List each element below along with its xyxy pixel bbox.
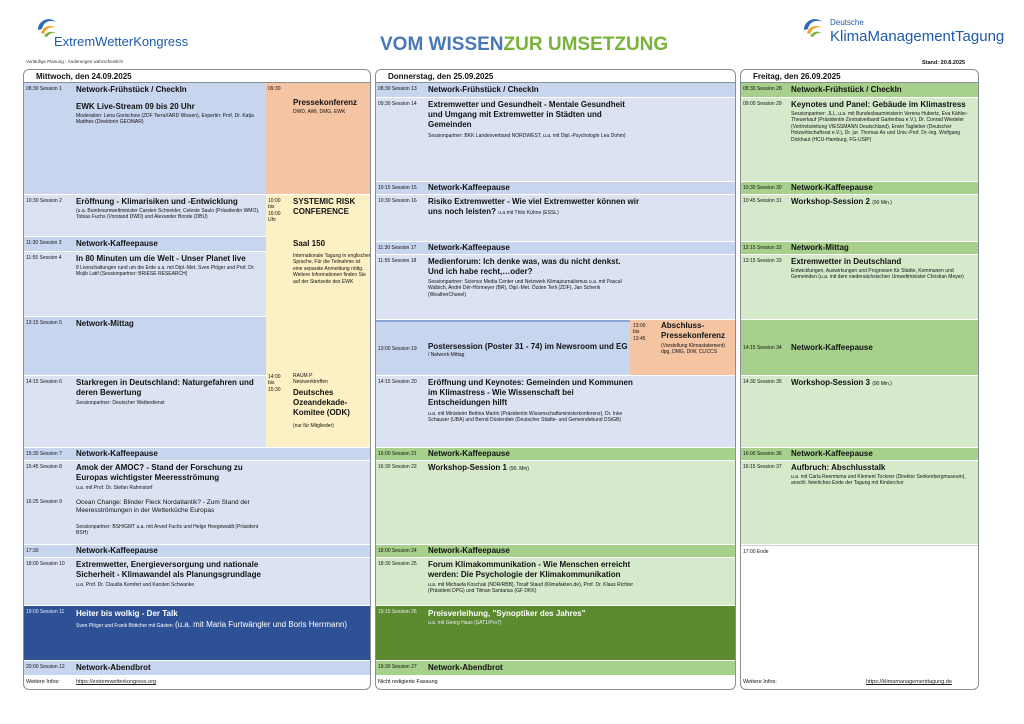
session-block — [376, 98, 736, 182]
session-subtitle: 8 Liveschaltungen rund um die Erde u.a. mit Dipl.-Met. Sven Plöger und Prof. Dr. Mojib Latif (Sessionpartner: BRIESE RESEARCH) — [76, 265, 255, 278]
session-block — [741, 242, 979, 255]
footer-label: Weitere Infos: — [743, 679, 777, 685]
session-time: 11:55 Session 4 — [26, 255, 62, 261]
session-title: Risiko Extremwetter - Wie viel Extremwetter können wir uns noch leisten? u.a mit Thilo Kühne (ESSL) — [428, 197, 640, 216]
session-title: Network-Mittag — [791, 243, 849, 252]
session-time: 13:00 Session 19 — [378, 346, 417, 352]
session-title: Amok der AMOC? - Stand der Forschung zu Europas wichtigster Meeresströmung — [76, 463, 243, 482]
session-title: Network-Kaffeepause — [428, 243, 510, 252]
footer-link[interactable]: https://extremwetterkongress.org — [76, 679, 157, 685]
session-time: 15:45 Session 8 — [26, 464, 62, 470]
session-subtitle: Sessionpartner: Deutscher Wetterdienst — [76, 400, 165, 406]
right-logo-top-text: Deutsche — [830, 18, 864, 27]
session-title: Network-Frühstück / CheckIn — [428, 85, 539, 94]
session-title: Medienforum: Ich denke was, was du nicht denkst. Und ich habe recht,…oder? — [428, 257, 621, 276]
session-block — [24, 252, 266, 317]
session-time: 10:30 Session 2 — [26, 198, 62, 204]
session-block — [741, 255, 979, 320]
session-title: Workshop-Session 1 (90. Min) — [428, 463, 529, 472]
session-block — [741, 195, 979, 242]
session-time: 17:00 Ende — [743, 549, 769, 555]
session-subtitle: Entwicklungen, Auswirkungen und Prognosen für Städte, Kommunen und Gemeinden (u.a. mit dem niedersächsischen Umweltminister Christian Meyer) — [791, 268, 964, 281]
session-subtitle: DWD, AWI, DMG, EWK — [293, 109, 346, 115]
session-block — [741, 83, 979, 98]
session-title: Pressekonferenz — [293, 98, 358, 107]
session-time: 12:15 Session 32 — [743, 245, 782, 251]
session-block — [741, 182, 979, 195]
footer-label: Weitere Infos: — [26, 679, 60, 685]
session-time: 16:15 Session 37 — [743, 464, 782, 470]
session-block — [376, 461, 736, 545]
day-header: Mittwoch, den 24.09.2025 — [24, 70, 370, 83]
session-title: Eröffnung - Klimarisiken und -Entwicklung — [76, 197, 238, 206]
session-block — [376, 320, 630, 376]
session-title: Network-Frühstück / CheckIn — [76, 85, 187, 94]
session-time: 09:30 Session 14 — [378, 101, 417, 107]
session-block — [376, 376, 736, 448]
session-block — [24, 606, 371, 661]
session-block — [24, 195, 266, 237]
session-block — [741, 98, 979, 182]
session-title: Preisverleihung, "Synoptiker des Jahres" — [428, 609, 586, 618]
session-title: Postersession (Poster 31 - 74) im Newsroom und EG — [428, 342, 628, 351]
title-part-1: VOM WISSEN — [380, 34, 504, 55]
page-title — [380, 34, 669, 56]
session-title: Workshop-Session 2 (90 Min.) — [791, 197, 892, 206]
day-column-thursday — [375, 69, 736, 690]
footer-label: Nicht redigierte Fassung — [378, 679, 438, 685]
session-block — [24, 545, 371, 558]
side-time: 13:00 bis 13:45 — [633, 323, 646, 342]
session-time: 13:15 Session 33 — [743, 258, 782, 264]
title-part-2: ZUR UMSETZUNG — [503, 34, 669, 55]
session-block — [376, 545, 736, 558]
session-title: Network-Kaffeepause — [76, 546, 158, 555]
session-time: 15:30 Session 7 — [26, 451, 62, 457]
day-column-wednesday — [23, 69, 371, 690]
day-column-friday — [740, 69, 979, 690]
footer-link[interactable]: https://klimamanagementtagung.de — [866, 679, 952, 685]
session-title: In 80 Minuten um die Welt - Unser Planet live — [76, 254, 246, 263]
session-title: Network-Kaffeepause — [428, 449, 510, 458]
session-title: Network-Kaffeepause — [428, 183, 510, 192]
session-title: Network-Kaffeepause — [428, 546, 510, 555]
session-block — [24, 558, 371, 606]
session-title: Network-Abendbrot — [76, 663, 151, 672]
session-block — [24, 461, 371, 545]
session-title: Network-Kaffeepause — [76, 449, 158, 458]
session-time: 08:30 Session 1 — [26, 86, 62, 92]
session-title: Ocean Change: Blinder Fleck Nordatlantik? - Zum Stand der Meeresströmungen in der Wetterküche Europas — [76, 499, 250, 514]
session-time: 11:30 Session 3 — [26, 240, 62, 246]
session-title: EWK Live-Stream 09 bis 20 Uhr — [76, 102, 195, 111]
systemic-risk-block — [266, 195, 371, 448]
swirl-logo-icon — [800, 14, 826, 40]
session-time: 14:30 Session 35 — [743, 379, 782, 385]
session-block — [376, 661, 736, 676]
stand-date: Stand: 20.8.2025 — [922, 60, 966, 66]
session-time: 16:30 Session 22 — [378, 464, 417, 470]
session-block — [376, 448, 736, 461]
header — [0, 0, 1024, 70]
session-time: 10:30 Session 30 — [743, 185, 782, 191]
session-title: Eröffnung und Keynotes: Gemeinden und Kommunen im Klimastress - Wie Wissenschaft bei Entscheidungen hilft — [428, 378, 633, 407]
session-title: Network-Kaffeepause — [791, 183, 873, 192]
session-time: 10:30 Session 16 — [378, 198, 417, 204]
session-subtitle: Sessionpartner: JLL, u.a. mit Bundesbauministerin Verena Hubertz, Eva Kähler-Theuerkauf (Präsidentin Zentralverband Gartenbau e.V.), Dr. Conrad Wiedeler (Vertriebsleitung VIESSMANN Deutschland), Erwin Taglieber (Deutscher Holzwirtschaftsrat e.V.), Dr. jur. Thomas Ax und Univ.-Prof. Dr.-Ing. Wolfgang Dickhaut (HCU-Hamburg, FG-USIP) — [791, 111, 968, 143]
session-title: Forum Klimakommunikation - Wie Menschen erreicht werden: Die Psychologie der Klimakommunikation — [428, 560, 631, 579]
session-time: 14:15 Session 6 — [26, 379, 62, 385]
session-title: Extremwetter in Deutschland — [791, 257, 902, 266]
session-subtitle: (u.a. Bundesumweltminister Carsten Schneider, Celeste Saulo (Präsidentin WMO), Tobias Fuchs (Vorstand DWD) und Alexander Bonde (DBU) — [76, 208, 260, 221]
session-block — [376, 83, 736, 98]
session-block — [376, 242, 736, 255]
session-time: 08:30 Session 13 — [378, 86, 417, 92]
session-time: 16:00 Session 21 — [378, 451, 417, 457]
session-block — [741, 448, 979, 461]
session-block — [376, 558, 736, 606]
session-time: 11:30 Session 17 — [378, 245, 417, 251]
session-time: 14:15 Session 34 — [743, 345, 782, 351]
session-block — [376, 195, 736, 242]
session-block — [24, 237, 266, 252]
session-title: Heiter bis wolkig - Der Talk — [76, 609, 178, 618]
session-subtitle: u.a. Prof. Dr. Claudia Kemfert und Karsten Schwanke — [76, 582, 195, 588]
session-title: Network-Kaffeepause — [791, 449, 873, 458]
session-title: Starkregen in Deutschland: Naturgefahren und deren Bewertung — [76, 378, 254, 397]
session-time: 10:15 Session 15 — [378, 185, 417, 191]
session-time: 17:30 — [26, 548, 39, 554]
session-block — [741, 376, 979, 448]
saal-label: Saal 150 — [293, 239, 326, 248]
session-block — [741, 461, 979, 545]
klimamanagementtagung-logo — [800, 14, 1005, 54]
session-time: 19:30 Session 27 — [378, 664, 417, 670]
session-time: 20:00 Session 12 — [26, 664, 65, 670]
session-block — [24, 661, 371, 676]
session-title: Keynotes und Panel: Gebäude im Klimastress — [791, 100, 966, 109]
odk-room: RAUM P Netzwerktreffen — [293, 373, 328, 386]
session-title: Network-Kaffeepause — [76, 239, 158, 248]
side-time: 14:00 bis 15:30 — [268, 374, 281, 393]
odk-note: (nur für Mitglieder) — [293, 423, 334, 429]
session-time: 19:00 Session 11 — [26, 609, 65, 615]
session-block — [24, 317, 266, 376]
session-title: Network-Abendbrot — [428, 663, 503, 672]
session-subtitle: Sessionpartner: Science Media Center und Netzwerk Klimajournalismus u.a. mit Pascal Walbich, André Dér-Hörmeyer (BR), Dipl.-Met. Özden Terli (ZDF), Jan Schenk (WeatherChanel) — [428, 279, 622, 298]
session-subtitle: / Network-Mittag — [428, 352, 465, 358]
planning-note: Vorläufige Planung - Änderungen wahrscheinlich — [26, 59, 124, 64]
session-time: 14:15 Session 20 — [378, 379, 417, 385]
systemic-risk-title: SYSTEMIC RISK CONFERENCE — [293, 197, 356, 216]
session-time: 11:55 Session 18 — [378, 258, 417, 264]
session-block — [741, 320, 979, 376]
session-subtitle: u.a. mit Georg Haas (SAT1/Pro7) — [428, 620, 502, 626]
session-time: 16:00 Session 36 — [743, 451, 782, 457]
session-title: Extremwetter und Gesundheit - Mentale Gesundheit und Umgang mit Extremwetter in Städten und Gemeinden — [428, 100, 625, 129]
session-subtitle: u.a. mit Michaela Koschak (NDR/RBB), Toralf Staud (Klimafakten.de), Prof. Dr. Klaus Richter (Präsident DPG) und Tilman Santarius (GF DKK) — [428, 582, 633, 595]
session-subtitle: Sven Plöger und Frank Böttcher mit Gästen (u.a. mit Maria Furtwängler und Boris Herrmann) — [76, 620, 348, 629]
session-time: 10:45 Session 31 — [743, 198, 782, 204]
odk-title: Deutsches Ozeandekade-Komitee (ODK) — [293, 388, 350, 417]
session-time: 13:15 Session 5 — [26, 320, 62, 326]
session-title: Workshop-Session 3 (90 Min.) — [791, 378, 892, 387]
session-subtitle: u.a. mit Carla Reemtsma und Klement Tockner (Direktor Senkenbergmuseum), anschl. feierliches Ende der Tagung mit Kinderchor — [791, 474, 966, 487]
session-title: Extremwetter, Energieversorgung und nationale Sicherheit - Klimawandel als Planungsgrundlage — [76, 560, 261, 579]
side-time: 10:00 bis 16:00 Uhr — [268, 198, 281, 224]
session-time: 18:30 Session 25 — [378, 561, 417, 567]
session-subtitle: (Vorstellung Klimastatement) dpg, DMG, DIW, CLICCS — [661, 343, 725, 356]
session-block — [24, 448, 371, 461]
session-time: 18:00 Session 10 — [26, 561, 65, 567]
session-time: 19:15 Session 26 — [378, 609, 417, 615]
session-block — [376, 255, 736, 320]
session-time: 08:30 Session 28 — [743, 86, 782, 92]
press-conference-block — [630, 320, 736, 376]
press-conference-block — [266, 83, 371, 195]
right-logo-bottom-text: KlimaManagementTagung — [830, 28, 1005, 45]
session-title: Network-Frühstück / CheckIn — [791, 85, 902, 94]
day-header: Donnerstag, den 25.09.2025 — [376, 70, 735, 83]
session-time: 16:25 Session 9 — [26, 499, 62, 505]
systemic-risk-note: Internationale Tagung in englischer Sprache. Für die Teilnahme ist eine separate Anmeldung nötig. Weitere Informationen finden Sie auf der Startseite des EWK — [293, 253, 371, 285]
session-block — [24, 376, 266, 448]
extremwetterkongress-logo — [34, 14, 189, 54]
session-block — [376, 606, 736, 661]
session-block — [376, 182, 736, 195]
session-block — [741, 545, 979, 676]
session-block — [24, 83, 266, 195]
day-header: Freitag, den 26.09.2025 — [741, 70, 978, 83]
session-title: Network-Kaffeepause — [791, 343, 873, 352]
session-title: Network-Mittag — [76, 319, 134, 328]
session-time: 18:00 Session 24 — [378, 548, 417, 554]
session-subtitle: Sessionpartner: BKK Landesverband NORDWEST, u.a. mit Dipl.-Psychologin Lea Dohm) — [428, 133, 626, 139]
session-title: Abschluss-Pressekonferenz — [661, 321, 726, 340]
session-subtitle: Moderation: Lena Gorischow (ZDF TerraXARD Wissen), Expertin: Prof. Dr. Katja Matthes (Direktorin GEOMAR) — [76, 113, 254, 126]
session-subtitle: u.a. mit Ministerin Bettina Martin (Präsidentin Wissenschaftsministerkonferenz), Dr. Inke Schauser (UBA) und Bernd Düsterdiek (Deutscher Städte- und Gemeindebund DStGB) — [428, 411, 623, 424]
session-time: 09:30 — [268, 86, 281, 92]
left-logo-text: ExtremWetterKongress — [54, 34, 189, 49]
session-subtitle: u.a. mit Prof. Dr. Stefan Rahmstorf — [76, 485, 153, 491]
session-title: Aufbruch: Abschlusstalk — [791, 463, 886, 472]
session-time: 09:00 Session 29 — [743, 101, 782, 107]
session-subtitle: Sessionpartner: BSH/GMT u.a. mit Arved Fuchs und Helge Heegewaldt (Präsident BSH) — [76, 524, 259, 537]
